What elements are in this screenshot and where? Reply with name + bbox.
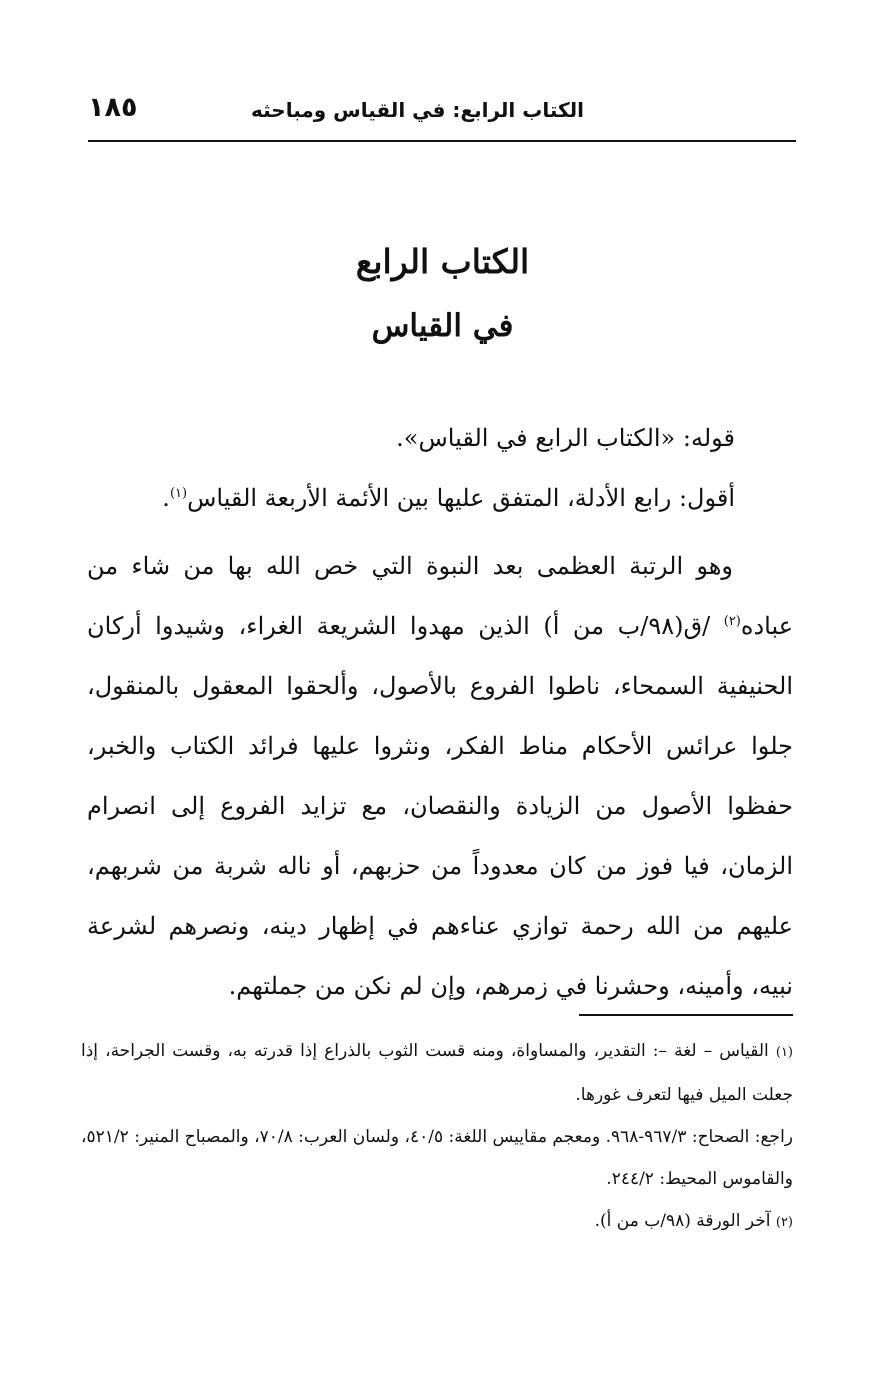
aqul-text: أقول: رابع الأدلة، المتفق عليها بين الأئمة الأربعة القياس (187, 484, 735, 512)
page-number: ١٨٥ (88, 92, 138, 123)
book-title: الكتاب الرابع (355, 242, 530, 281)
footnote-separator (579, 1014, 793, 1016)
running-title: الكتاب الرابع: في القياس ومباحثه (250, 98, 584, 122)
footnotes (81, 1030, 793, 1244)
footnote-2 (81, 1200, 793, 1244)
aqul-end: . (162, 484, 170, 512)
footnote-ref-2: (٢) (723, 614, 741, 629)
book-subtitle: في القياس (371, 308, 514, 344)
running-header (88, 92, 796, 142)
paragraph-aqul (95, 468, 735, 528)
footnote-1-refs (81, 1116, 793, 1200)
qawl-text: قوله: «الكتاب الرابع في القياس». (396, 424, 735, 452)
footnote-1-text: القياس – لغة –: التقدير، والمساواة، ومنه قست الثوب بالذراع إذا قدرته به، وقست الجراحة، إذا جعلت الميل فيها لتعرف غورها. (81, 1041, 793, 1105)
main-text-1: وهو الرتبة العظمى بعد النبوة التي خص الله بها من شاء من عباده (87, 552, 794, 640)
paragraph-main (87, 536, 793, 1016)
footnote-ref-1: (١) (169, 486, 188, 501)
footnote-1 (81, 1030, 793, 1116)
paragraph-qawl (95, 408, 735, 468)
footnote-1-refs-text: راجع: الصحاح: ٩٦٧/٣-٩٦٨. ومعجم مقاييس اللغة: ٤٠/٥، ولسان العرب: ٧٠/٨، والمصباح المنير: ٥٢١/٢، والقاموس المحيط: ٢٤٤/٢. (81, 1127, 793, 1189)
main-text-2: /ق(٩٨/ب من أ) الذين مهدوا الشريعة الغراء، وشيدوا أركان الحنيفية السمحاء، ناطوا الفروع بالأصول، وألحقوا المعقول بالمنقول، جلوا عرائس الأحكام مناط الفكر، ونثروا عليها فرائد الكتاب والخبر، حفظوا الأصول من الزيادة والنقصان، مع تزايد الفروع إلى انصرام الزمان، فيا فوز من كان معدوداً من حزبهم، أو ناله شربة من شربهم، عليهم من الله رحمة توازي عناءهم في إظهار دينه، ونصرهم لشرعة نبيه، وأمينه، وحشرنا في زمرهم، وإن لم نكن من جملتهم. (87, 612, 793, 1000)
footnote-1-marker: (١) (775, 1045, 793, 1060)
footnote-2-text: آخر الورقة (٩٨/ب من أ). (594, 1211, 771, 1231)
footnote-2-marker: (٢) (775, 1215, 793, 1230)
